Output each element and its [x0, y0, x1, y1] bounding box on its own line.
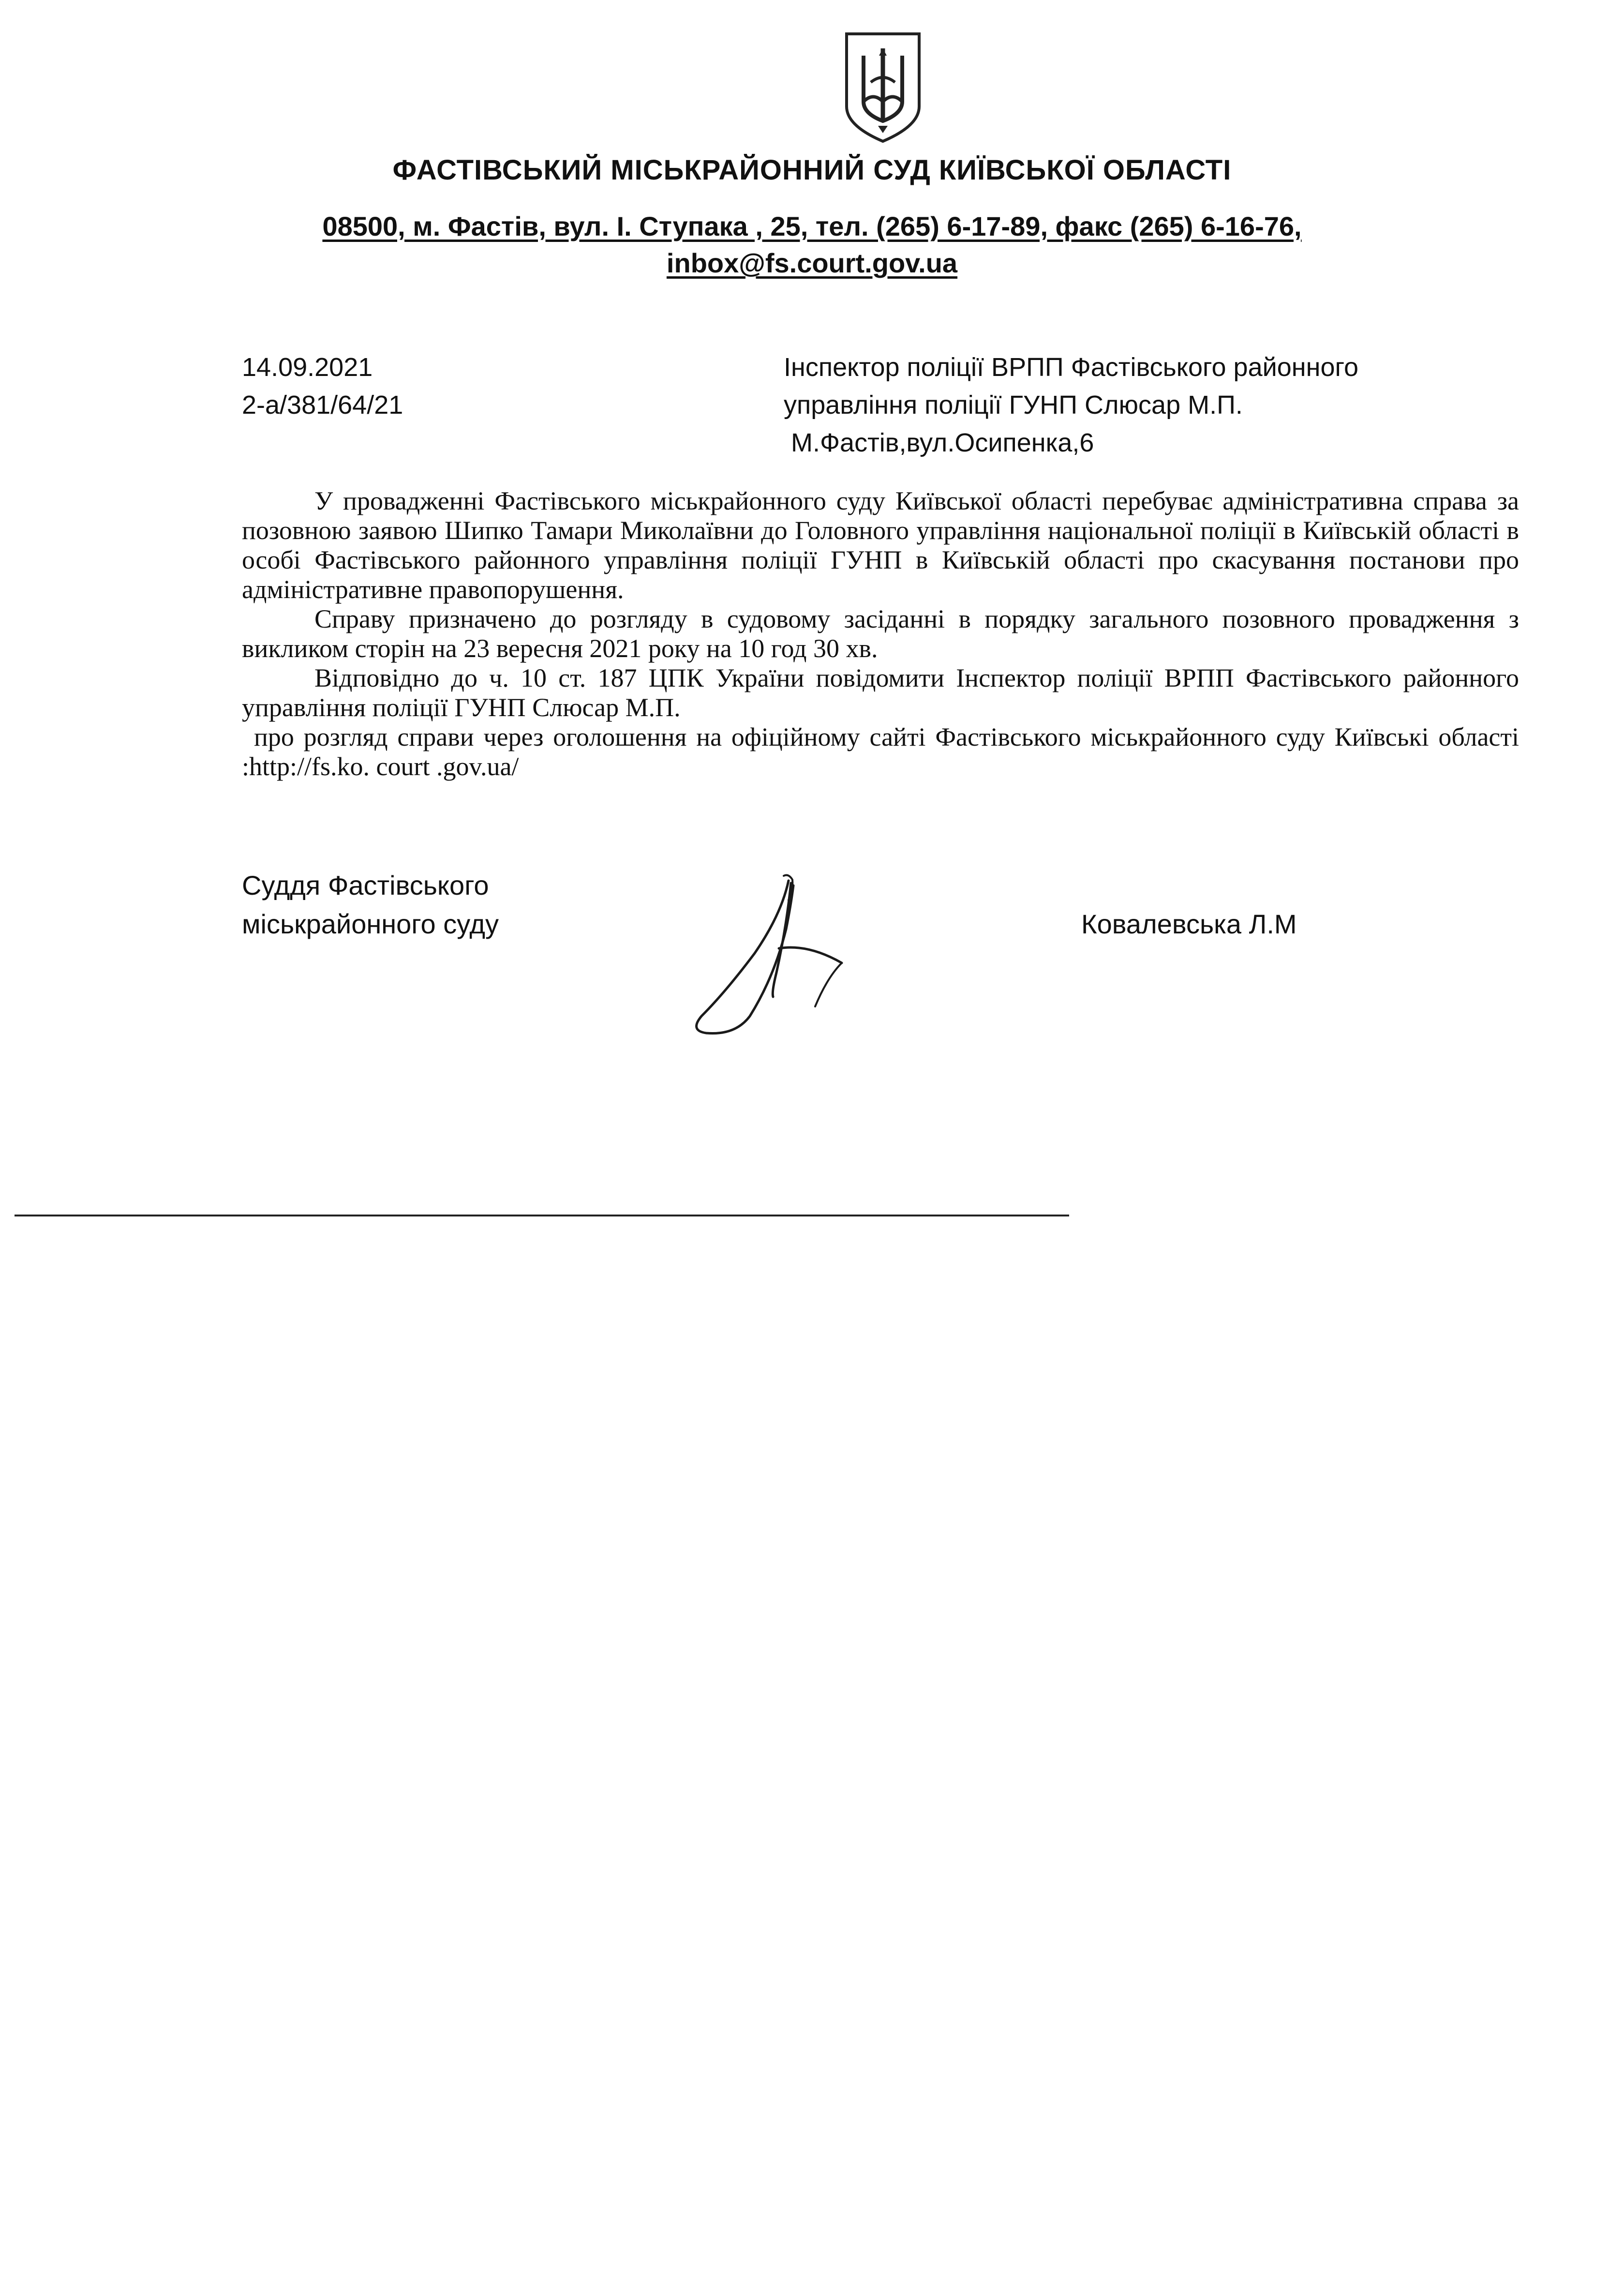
addressee-block — [784, 348, 1358, 462]
court-address — [0, 208, 1624, 282]
body-paragraph-3: Відповідно до ч. 10 ст. 187 ЦПК України повідомити Інспектор поліції ВРПП Фастівського районного управління поліції ГУНП Слюсар М.П. — [242, 663, 1519, 722]
case-number: 2-а/381/64/21 — [242, 390, 403, 420]
email-address: inbox@fs.court.gov.ua — [666, 248, 958, 278]
address-line: 08500, м. Фастів, вул. І. Ступака , 25, тел. (265) 6-17-89, факс (265) 6-16-76, — [322, 211, 1302, 241]
letter-body — [242, 486, 1519, 781]
document-date: 14.09.2021 — [242, 353, 373, 382]
addressee-line-2: управління поліції ГУНП Слюсар М.П. — [784, 390, 1243, 420]
addressee-line-3: М.Фастів,вул.Осипенка,6 — [791, 428, 1094, 457]
body-paragraph-2: Справу призначено до розгляду в судовому засіданні в порядку загального позовного провадження з викликом сторін на 23 вересня 2021 року на 10 год 30 хв. — [242, 604, 1519, 663]
handwritten-signature — [668, 871, 861, 1045]
judge-name: Ковалевська Л.М — [1081, 909, 1297, 939]
addressee-line-1: Інспектор поліції ВРПП Фастівського районного — [784, 353, 1359, 382]
footer-divider — [15, 1215, 1069, 1216]
court-name: ФАСТІВСЬКИЙ МІСЬКРАЙОННИЙ СУД КИЇВСЬКОЇ ОБЛАСТІ — [392, 154, 1232, 186]
judge-title-line-1: Суддя Фастівського — [242, 870, 489, 900]
judge-title-line-2: міськрайонного суду — [242, 909, 499, 939]
body-paragraph-1: У провадженні Фастівського міськрайонного суду Київської області перебуває адміністративна справа за позовною заявою Шипко Тамари Миколаївни до Головного управління національної поліції в Київській області в особі Фастівського районного управління поліції ГУНП в Київській області про скасування постанови про адміністративне правопорушення. — [242, 486, 1519, 604]
body-paragraph-4: про розгляд справи через оголошення на офіційному сайті Фастівського міськрайонного суду Київські області :http://fs.ko. court .gov.ua/ — [242, 722, 1519, 781]
ukraine-coat-of-arms-icon — [842, 29, 924, 145]
document-meta — [242, 348, 403, 424]
judge-title — [242, 866, 499, 944]
